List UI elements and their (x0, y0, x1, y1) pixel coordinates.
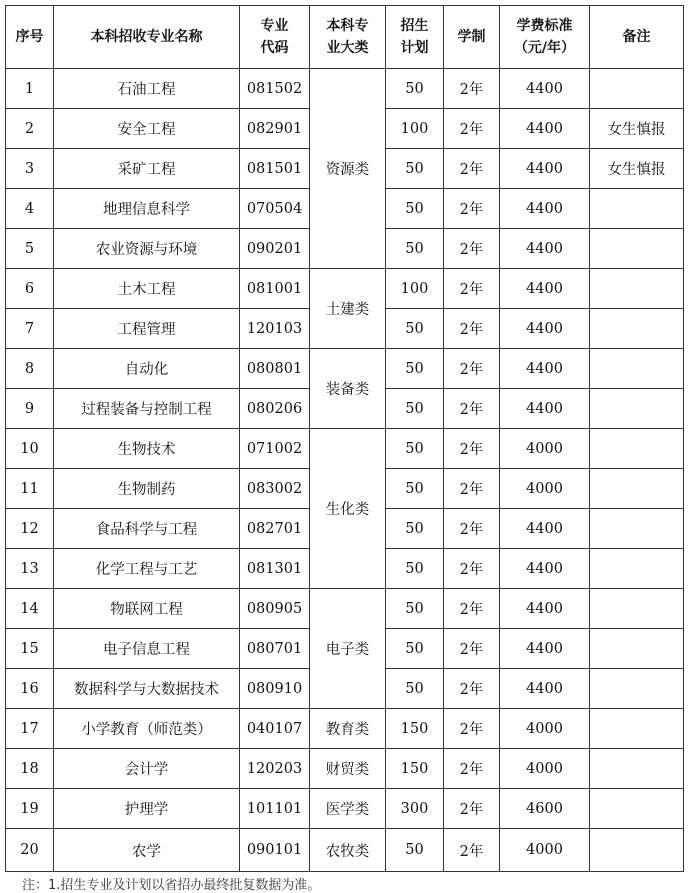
cell-plan: 50 (386, 549, 444, 589)
header-fee-line2: （元/年） (513, 40, 576, 56)
cell-plan: 50 (386, 389, 444, 429)
cell-note (590, 229, 684, 269)
cell-major-name: 过程装备与控制工程 (54, 389, 240, 429)
cell-note (590, 469, 684, 509)
cell-duration: 2年 (444, 109, 500, 149)
cell-major-name: 安全工程 (54, 109, 240, 149)
cell-note (590, 309, 684, 349)
cell-fee: 4000 (500, 429, 590, 469)
cell-fee: 4400 (500, 669, 590, 709)
cell-fee: 4400 (500, 189, 590, 229)
cell-code: 082701 (240, 509, 310, 549)
cell-note (590, 429, 684, 469)
header-category-line1: 本科专 (326, 18, 369, 34)
cell-fee: 4400 (500, 589, 590, 629)
cell-index: 12 (6, 509, 54, 549)
header-row (6, 6, 684, 69)
cell-duration: 2年 (444, 509, 500, 549)
cell-fee: 4400 (500, 629, 590, 669)
cell-plan: 100 (386, 269, 444, 309)
cell-note (590, 829, 684, 872)
cell-duration: 2年 (444, 429, 500, 469)
cell-duration: 2年 (444, 549, 500, 589)
cell-category: 电子类 (310, 589, 386, 709)
cell-major-name: 自动化 (54, 349, 240, 389)
cell-plan: 50 (386, 509, 444, 549)
cell-fee: 4000 (500, 749, 590, 789)
cell-duration: 2年 (444, 469, 500, 509)
cell-duration: 2年 (444, 629, 500, 669)
cell-code: 080801 (240, 349, 310, 389)
cell-note (590, 69, 684, 109)
cell-note: 女生慎报 (590, 149, 684, 189)
cell-plan: 50 (386, 189, 444, 229)
cell-major-name: 石油工程 (54, 69, 240, 109)
cell-code: 120103 (240, 309, 310, 349)
cell-duration: 2年 (444, 709, 500, 749)
cell-major-name: 电子信息工程 (54, 629, 240, 669)
cell-fee: 4400 (500, 549, 590, 589)
cell-fee: 4000 (500, 469, 590, 509)
cell-index: 15 (6, 629, 54, 669)
header-code-line2: 代码 (260, 40, 289, 56)
cell-index: 18 (6, 749, 54, 789)
cell-code: 040107 (240, 709, 310, 749)
cell-category: 医学类 (310, 789, 386, 829)
cell-major-name: 工程管理 (54, 309, 240, 349)
cell-category: 教育类 (310, 709, 386, 749)
cell-code: 120203 (240, 749, 310, 789)
cell-note (590, 589, 684, 629)
cell-fee: 4400 (500, 149, 590, 189)
header-plan-line1: 招生 (400, 18, 429, 34)
cell-note (590, 189, 684, 229)
cell-code: 071002 (240, 429, 310, 469)
cell-fee: 4400 (500, 109, 590, 149)
header-code (240, 6, 310, 69)
cell-code: 083002 (240, 469, 310, 509)
cell-major-name: 食品科学与工程 (54, 509, 240, 549)
cell-major-name: 土木工程 (54, 269, 240, 309)
cell-note (590, 749, 684, 789)
cell-fee: 4000 (500, 829, 590, 872)
cell-index: 6 (6, 269, 54, 309)
cell-plan: 50 (386, 669, 444, 709)
cell-code: 101101 (240, 789, 310, 829)
cell-note (590, 269, 684, 309)
table-row (6, 829, 684, 872)
cell-major-name: 地理信息科学 (54, 189, 240, 229)
cell-plan: 100 (386, 109, 444, 149)
cell-plan: 50 (386, 149, 444, 189)
cell-code: 080910 (240, 669, 310, 709)
cell-index: 14 (6, 589, 54, 629)
cell-index: 7 (6, 309, 54, 349)
cell-category: 土建类 (310, 269, 386, 349)
cell-major-name: 农学 (54, 829, 240, 872)
header-index: 序号 (6, 6, 54, 69)
cell-category: 农牧类 (310, 829, 386, 872)
cell-duration: 2年 (444, 189, 500, 229)
cell-major-name: 小学教育（师范类） (54, 709, 240, 749)
cell-note (590, 789, 684, 829)
cell-index: 2 (6, 109, 54, 149)
cell-major-name: 化学工程与工艺 (54, 549, 240, 589)
header-category (310, 6, 386, 69)
cell-duration: 2年 (444, 309, 500, 349)
cell-code: 090201 (240, 229, 310, 269)
table-row (6, 429, 684, 469)
cell-index: 10 (6, 429, 54, 469)
cell-fee: 4400 (500, 69, 590, 109)
header-fee (500, 6, 590, 69)
cell-code: 080905 (240, 589, 310, 629)
cell-fee: 4400 (500, 349, 590, 389)
cell-code: 081001 (240, 269, 310, 309)
cell-index: 19 (6, 789, 54, 829)
cell-note (590, 709, 684, 749)
header-plan (386, 6, 444, 69)
enrollment-table (5, 5, 684, 872)
cell-plan: 150 (386, 709, 444, 749)
cell-duration: 2年 (444, 349, 500, 389)
cell-index: 13 (6, 549, 54, 589)
cell-index: 11 (6, 469, 54, 509)
cell-index: 3 (6, 149, 54, 189)
cell-duration: 2年 (444, 829, 500, 872)
table-row (6, 349, 684, 389)
cell-note (590, 629, 684, 669)
cell-plan: 50 (386, 69, 444, 109)
header-note: 备注 (590, 6, 684, 69)
cell-code: 081301 (240, 549, 310, 589)
cell-category: 生化类 (310, 429, 386, 589)
cell-code: 080206 (240, 389, 310, 429)
cell-major-name: 生物制药 (54, 469, 240, 509)
cell-fee: 4000 (500, 709, 590, 749)
table-row (6, 789, 684, 829)
cell-code: 081502 (240, 69, 310, 109)
cell-note (590, 349, 684, 389)
cell-duration: 2年 (444, 669, 500, 709)
cell-duration: 2年 (444, 749, 500, 789)
cell-duration: 2年 (444, 389, 500, 429)
cell-major-name: 护理学 (54, 789, 240, 829)
cell-fee: 4400 (500, 509, 590, 549)
cell-index: 16 (6, 669, 54, 709)
cell-major-name: 农业资源与环境 (54, 229, 240, 269)
cell-category: 财贸类 (310, 749, 386, 789)
table-row (6, 749, 684, 789)
header-category-line2: 业大类 (326, 40, 369, 56)
cell-plan: 300 (386, 789, 444, 829)
cell-code: 081501 (240, 149, 310, 189)
cell-major-name: 数据科学与大数据技术 (54, 669, 240, 709)
cell-index: 17 (6, 709, 54, 749)
cell-code: 082901 (240, 109, 310, 149)
cell-note (590, 389, 684, 429)
cell-fee: 4400 (500, 309, 590, 349)
header-code-line1: 专业 (260, 18, 289, 34)
cell-category: 装备类 (310, 349, 386, 429)
cell-code: 080701 (240, 629, 310, 669)
footnote: 注：1.招生专业及计划以省招办最终批复数据为准。 (22, 878, 321, 893)
cell-plan: 50 (386, 309, 444, 349)
cell-duration: 2年 (444, 789, 500, 829)
cell-fee: 4400 (500, 269, 590, 309)
cell-duration: 2年 (444, 589, 500, 629)
cell-plan: 50 (386, 589, 444, 629)
cell-note: 女生慎报 (590, 109, 684, 149)
cell-plan: 50 (386, 469, 444, 509)
cell-index: 9 (6, 389, 54, 429)
cell-major-name: 会计学 (54, 749, 240, 789)
cell-index: 4 (6, 189, 54, 229)
cell-duration: 2年 (444, 149, 500, 189)
cell-code: 070504 (240, 189, 310, 229)
cell-note (590, 509, 684, 549)
table-row (6, 69, 684, 109)
header-plan-line2: 计划 (400, 40, 429, 56)
cell-duration: 2年 (444, 229, 500, 269)
cell-duration: 2年 (444, 69, 500, 109)
header-major-name: 本科招收专业名称 (54, 6, 240, 69)
cell-major-name: 生物技术 (54, 429, 240, 469)
table-row (6, 589, 684, 629)
cell-major-name: 物联网工程 (54, 589, 240, 629)
cell-index: 1 (6, 69, 54, 109)
cell-index: 5 (6, 229, 54, 269)
table-row (6, 709, 684, 749)
cell-note (590, 549, 684, 589)
cell-duration: 2年 (444, 269, 500, 309)
cell-fee: 4400 (500, 389, 590, 429)
cell-plan: 50 (386, 829, 444, 872)
cell-index: 20 (6, 829, 54, 872)
header-fee-line1: 学费标准 (516, 18, 573, 34)
cell-category: 资源类 (310, 69, 386, 269)
cell-plan: 50 (386, 429, 444, 469)
header-duration: 学制 (444, 6, 500, 69)
cell-note (590, 669, 684, 709)
cell-code: 090101 (240, 829, 310, 872)
cell-major-name: 采矿工程 (54, 149, 240, 189)
cell-plan: 50 (386, 229, 444, 269)
cell-plan: 150 (386, 749, 444, 789)
table-row (6, 269, 684, 309)
cell-fee: 4400 (500, 229, 590, 269)
cell-index: 8 (6, 349, 54, 389)
cell-fee: 4600 (500, 789, 590, 829)
cell-plan: 50 (386, 349, 444, 389)
cell-plan: 50 (386, 629, 444, 669)
